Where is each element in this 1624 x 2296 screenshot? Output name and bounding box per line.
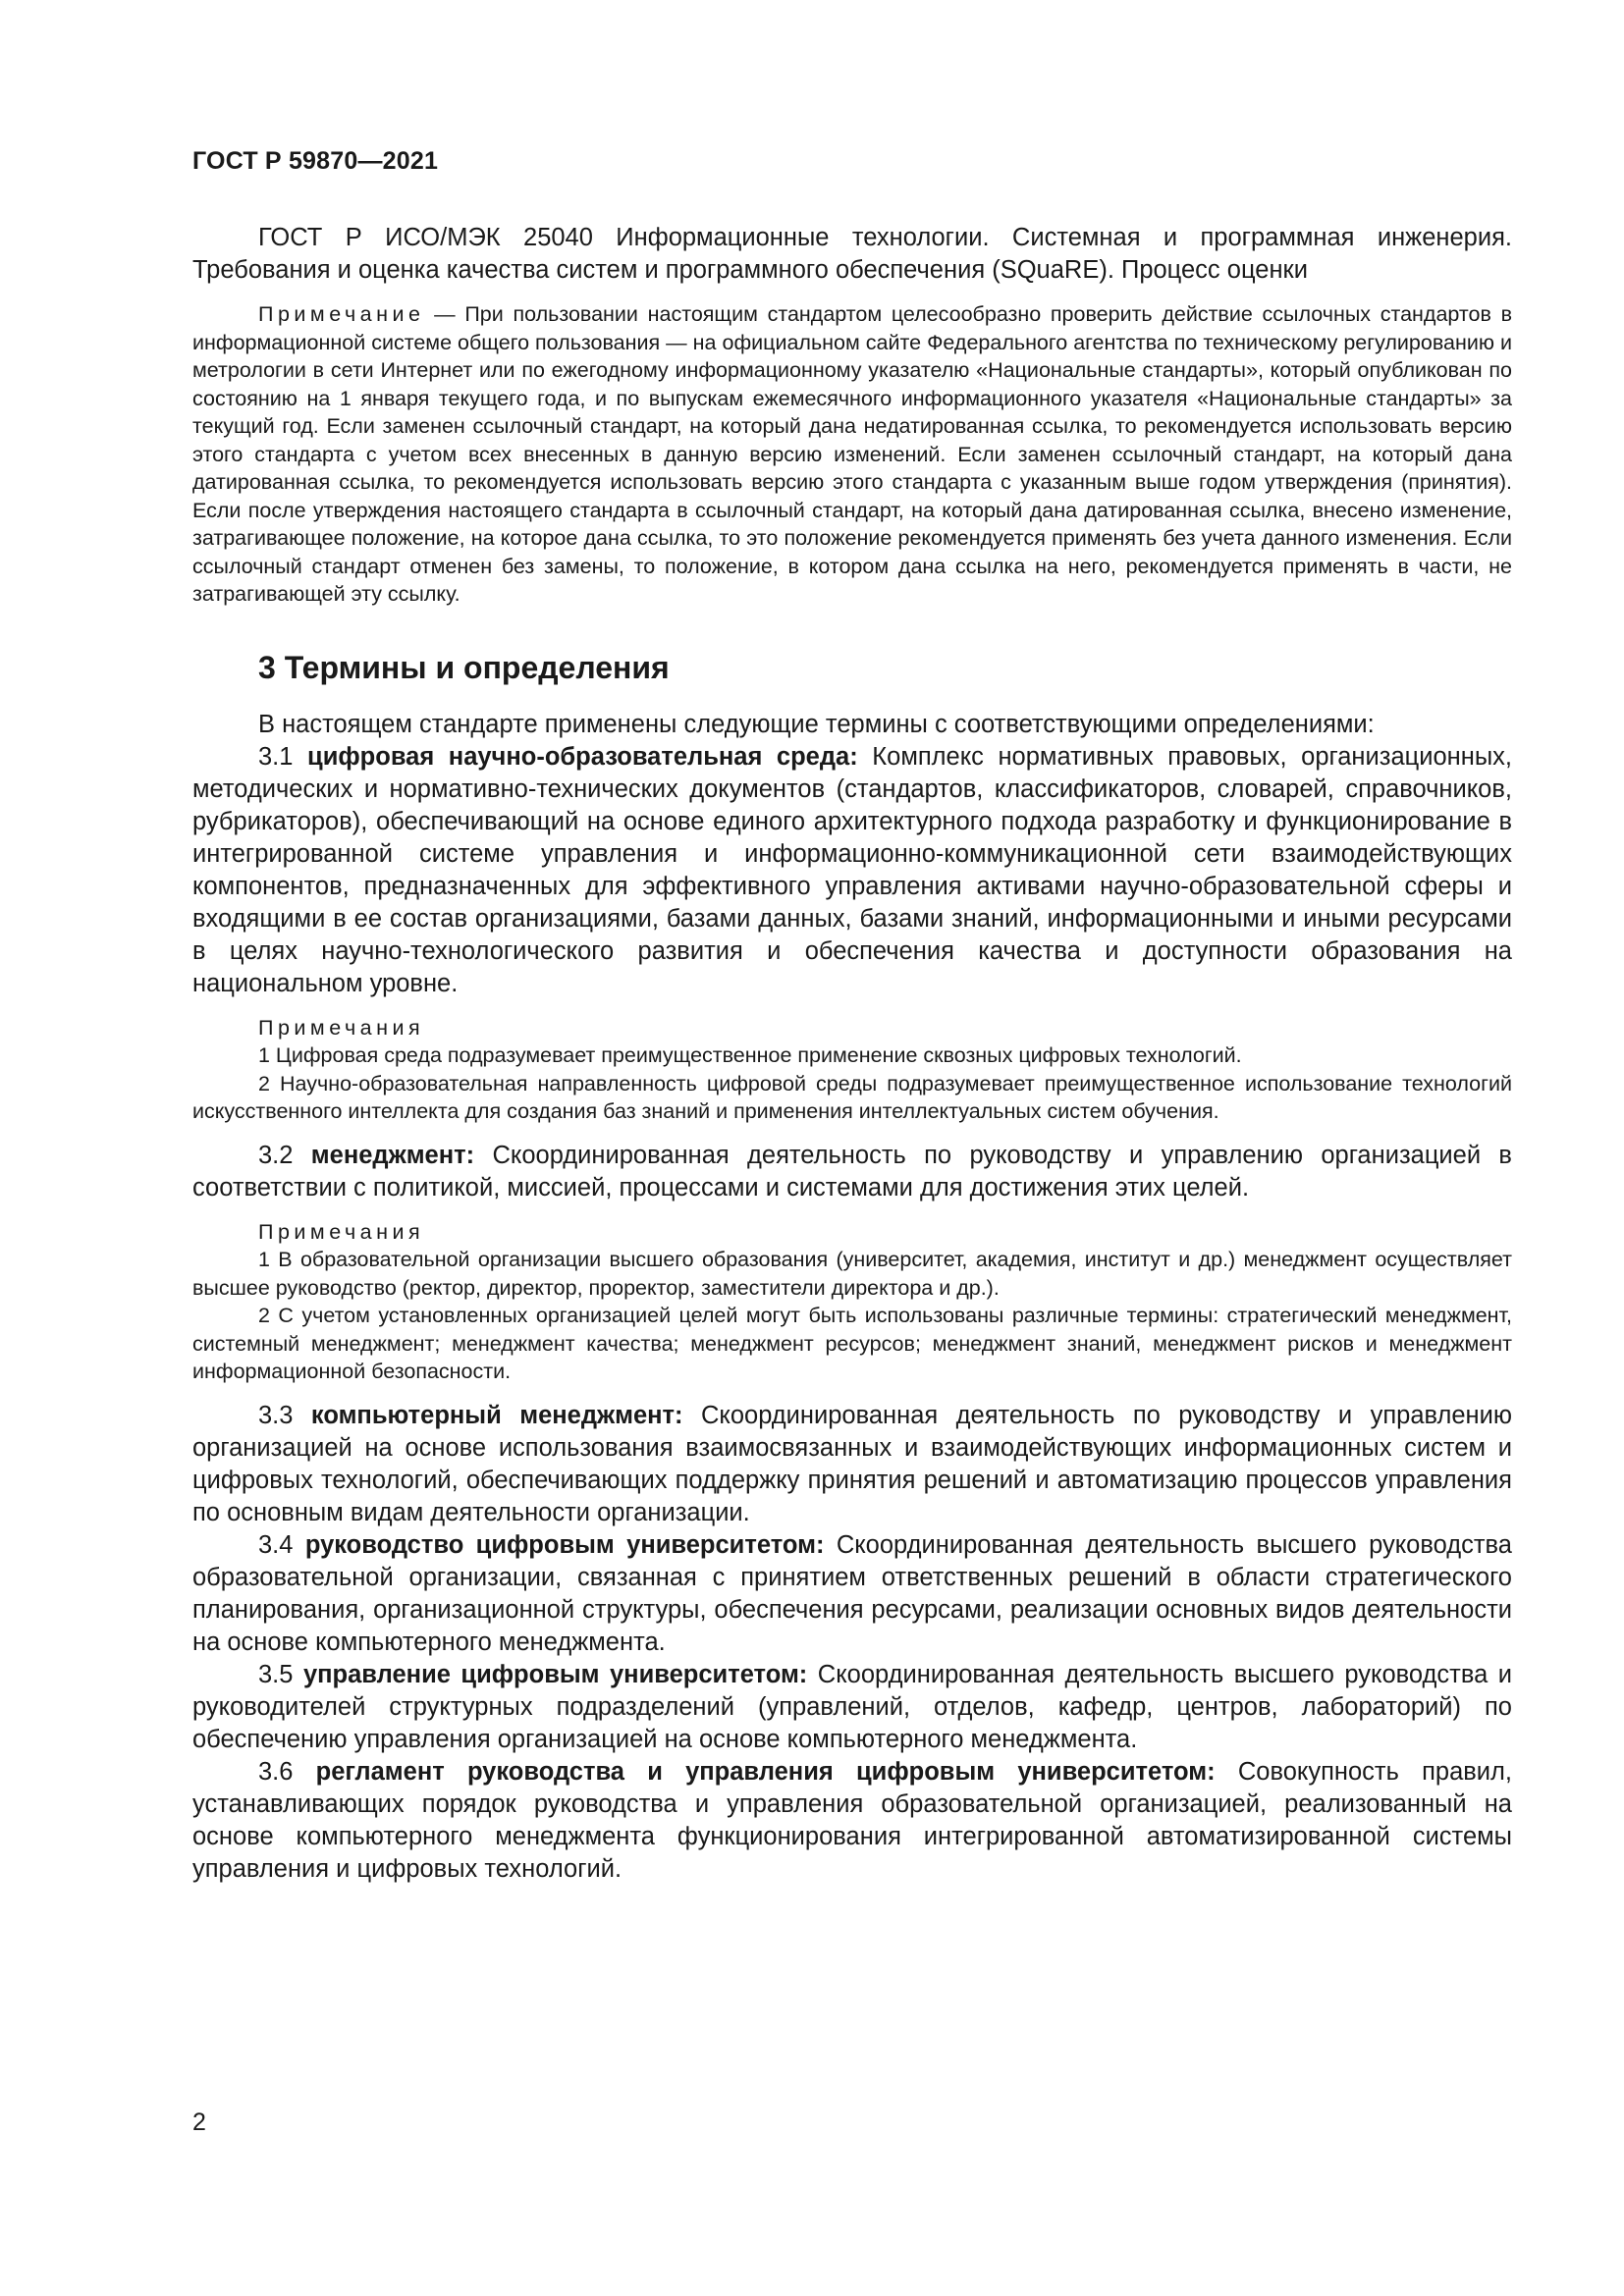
- term-definition: Скоординированная деятельность по руководству и управлению организацией на основе использования взаимосвязанных и взаимодействующих информационных систем и цифровых технологий, обеспечивающих поддержку принятия решений и автоматизацию процессов управления по основным видам деятельности организации.: [192, 1401, 1512, 1526]
- term-name: управление цифровым университетом:: [302, 1660, 808, 1688]
- term-entry-3-4: [192, 1529, 1512, 1659]
- note-item: 2 Научно-образовательная направленность цифровой среды подразумевает преимущественное использование технологий искусственного интеллекта для создания баз знаний и применения интеллектуальных систем обучения.: [192, 1071, 1512, 1123]
- term-number: 3.5: [258, 1660, 294, 1688]
- note-item: 1 Цифровая среда подразумевает преимущественное применение сквозных цифровых технологий.: [258, 1043, 1242, 1067]
- note-item: 1 В образовательной организации высшего образования (университет, академия, институт и др.) менеджмент осуществляет высшее руководство (ректор, директор, проректор, заместители директора и др.).: [192, 1248, 1512, 1300]
- term-number: 3.4: [258, 1530, 294, 1559]
- running-header: ГОСТ Р 59870—2021: [192, 147, 439, 175]
- term-definition: Скоординированная деятельность по руководству и управлению организацией в соответствии с политикой, миссией, процессами и системами для достижения этих целей.: [192, 1141, 1512, 1201]
- term-entry-3-3: [192, 1400, 1512, 1529]
- page-content: [192, 222, 1512, 1886]
- reference-note: [192, 300, 1512, 609]
- term-definition: Скоординированная деятельность высшего руководства и руководителей структурных подразделений (управлений, отделов, кафедр, центров, лабораторий) по обеспечению управления организацией на основе компьютерного менеджмента.: [192, 1660, 1512, 1753]
- term-number: 3.6: [258, 1757, 294, 1786]
- term-entry-3-2: [192, 1140, 1512, 1204]
- section-intro: В настоящем стандарте применены следующие термины с соответствующими определениями:: [258, 710, 1375, 738]
- term-name: цифровая научно-образовательная среда:: [307, 742, 858, 771]
- normative-reference: ГОСТ Р ИСО/МЭК 25040 Информационные технологии. Системная и программная инженерия. Требования и оценка качества систем и программного обеспечения (SQuaRE). Процесс оценки: [192, 224, 1512, 284]
- term-name: компьютерный менеджмент:: [310, 1401, 683, 1429]
- term-entry-3-5: [192, 1659, 1512, 1756]
- term-entry-3-1: [192, 741, 1512, 1000]
- term-number: 3.1: [258, 742, 294, 771]
- term-name: руководство цифровым университетом:: [304, 1530, 825, 1559]
- note-body: — При пользовании настоящим стандартом целесообразно проверить действие ссылочных стандартов в информационной системе общего пользования — на официальном сайте Федерального агентства по техническому регулированию и метрологии в сети Интернет или по ежегодному информационному указателю «Национальные стандарты», который опубликован по состоянию на 1 января текущего года, и по выпускам ежемесячного информационного указателя «Национальные стандарты» за текущий год. Если заменен ссылочный стандарт, на который дана недатированная ссылка, то рекомендуется использовать версию этого стандарта с учетом всех внесенных в данную версию изменений. Если заменен ссылочный стандарт, на который дана датированная ссылка, то рекомендуется использовать версию этого стандарта с указанным выше годом утверждения (принятия). Если после утверждения настоящего стандарта в ссылочный стандарт, на который дана датированная ссылка, внесено изменение, затрагивающее положение, на которое дана ссылка, то это положение рекомендуется применять без учета данного изменения. Если ссылочный стандарт отменен без замены, то положение, в котором дана ссылка на него, рекомендуется применять в части, не затрагивающей эту ссылку.: [192, 302, 1512, 606]
- term-definition: Комплекс нормативных правовых, организационных, методических и нормативно-технических документов (стандартов, классификаторов, словарей, справочников, рубрикаторов), обеспечивающий на основе единого архитектурного подхода разработку и функционирование в интегрированной системе управления и информационно-коммуникационной сети взаимодействующих компонентов, предназначенных для эффективного управления активами научно-образовательной сферы и входящими в ее состав организациями, базами данных, базами знаний, информационными и иными ресурсами в целях научно-технологического развития и обеспечения качества и доступности образования на национальном уровне.: [192, 742, 1512, 997]
- term-number: 3.2: [258, 1141, 294, 1169]
- notes-heading: Примечания: [258, 1015, 425, 1040]
- note-item: 2 С учетом установленных организацией целей могут быть использованы различные термины: стратегический менеджмент, системный менеджмент; менеджмент качества; менеджмент ресурсов; менеджмент знаний, менеджмент рисков и менеджмент информационной безопасности.: [192, 1304, 1512, 1383]
- notes-heading: Примечания: [258, 1219, 425, 1244]
- term-entry-3-6: [192, 1756, 1512, 1886]
- term-definition: Совокупность правил, устанавливающих порядок руководства и управления образовательной организацией, реализованный на основе компьютерного менеджмента функционирования интегрированной автоматизированной системы управления и цифровых технологий.: [192, 1757, 1512, 1883]
- note-label: Примечание: [258, 302, 425, 326]
- term-name: менеджмент:: [310, 1141, 475, 1169]
- term-definition: Скоординированная деятельность высшего руководства образовательной организации, связанная с принятием ответственных решений в области стратегического планирования, организационной структуры, обеспечения ресурсами, реализации основных видов деятельности на основе компьютерного менеджмента.: [192, 1530, 1512, 1656]
- page-number: 2: [192, 2109, 206, 2136]
- section-heading: 3 Термины и определения: [258, 649, 670, 685]
- term-name: регламент руководства и управления цифровым университетом:: [315, 1757, 1216, 1786]
- term-number: 3.3: [258, 1401, 294, 1429]
